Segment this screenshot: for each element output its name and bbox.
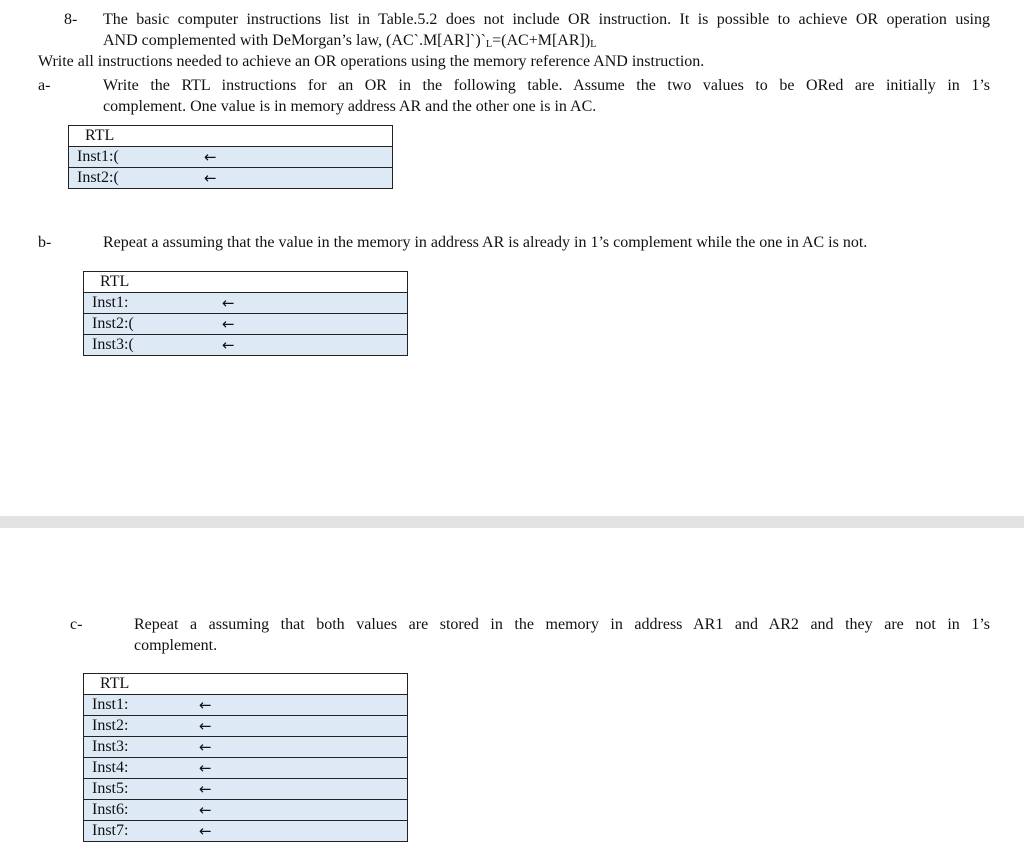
part-a-line-1: Write the RTL instructions for an OR in the following table. Assume the two values to be ORed are initially in 1’s [103,77,990,94]
table-row[interactable] [84,335,408,356]
table-row[interactable] [84,821,408,842]
left-arrow-icon: ← [222,294,235,312]
inst-label: Inst6: [92,801,129,818]
table-header: RTL [69,126,393,147]
inst-label: Inst7: [92,822,129,839]
table-row[interactable] [84,695,408,716]
table-row[interactable] [84,293,408,314]
table-header: RTL [84,272,408,293]
table-row[interactable] [84,314,408,335]
left-arrow-icon: ← [204,148,217,166]
left-arrow-icon: ← [199,780,212,798]
table-row[interactable] [84,758,408,779]
left-arrow-icon: ← [222,315,235,333]
left-arrow-icon: ← [199,696,212,714]
part-c-label: c- [70,616,83,633]
inst-label: Inst3:( [92,336,134,353]
left-arrow-icon: ← [222,336,235,354]
question-number: 8- [64,11,78,28]
inst-label: Inst4: [92,759,129,776]
demorgan-formula-left: AND complemented with DeMorgan’s law, (AC`.M[AR]`)` [103,32,487,49]
inst-label: Inst5: [92,780,129,797]
page-divider [0,516,1024,528]
left-arrow-icon: ← [199,738,212,756]
part-a-line-2: complement. One value is in memory address AR and the other one is in AC. [103,98,597,115]
table-row[interactable] [84,800,408,821]
part-c-rtl-table [83,673,408,842]
part-b-label: b- [38,234,52,251]
inst-label: Inst1:( [77,148,119,165]
inst-label: Inst2:( [92,315,134,332]
table-row[interactable] [84,779,408,800]
left-arrow-icon: ← [199,717,212,735]
inst-label: Inst3: [92,738,129,755]
table-row[interactable] [84,716,408,737]
formula-subscript-1: L [486,39,493,50]
part-b-rtl-table [83,271,408,356]
question-line-3: Write all instructions needed to achieve an OR operations using the memory reference AND instruction. [38,53,705,70]
demorgan-formula-right: =(AC+M[AR]) [492,32,591,49]
part-a-rtl-table [68,125,393,189]
formula-subscript-2: L [590,39,597,50]
part-a-label: a- [38,77,51,94]
left-arrow-icon: ← [204,169,217,187]
inst-label: Inst2:( [77,169,119,186]
question-line-1: The basic computer instructions list in Table.5.2 does not include OR instruction. It is possible to achieve OR operation using [103,11,990,28]
part-c-line-1: Repeat a assuming that both values are stored in the memory in address AR1 and AR2 and they are not in 1’s [134,616,990,633]
table-row[interactable] [84,737,408,758]
table-row[interactable] [69,147,393,168]
inst-label: Inst1: [92,696,129,713]
part-b-text: Repeat a assuming that the value in the memory in address AR is already in 1’s complement while the one in AC is not. [103,234,868,251]
left-arrow-icon: ← [199,801,212,819]
inst-label: Inst1: [92,294,129,311]
inst-label: Inst2: [92,717,129,734]
left-arrow-icon: ← [199,759,212,777]
left-arrow-icon: ← [199,822,212,840]
part-c-line-2: complement. [134,637,218,654]
table-row[interactable] [69,168,393,189]
table-header: RTL [84,674,408,695]
